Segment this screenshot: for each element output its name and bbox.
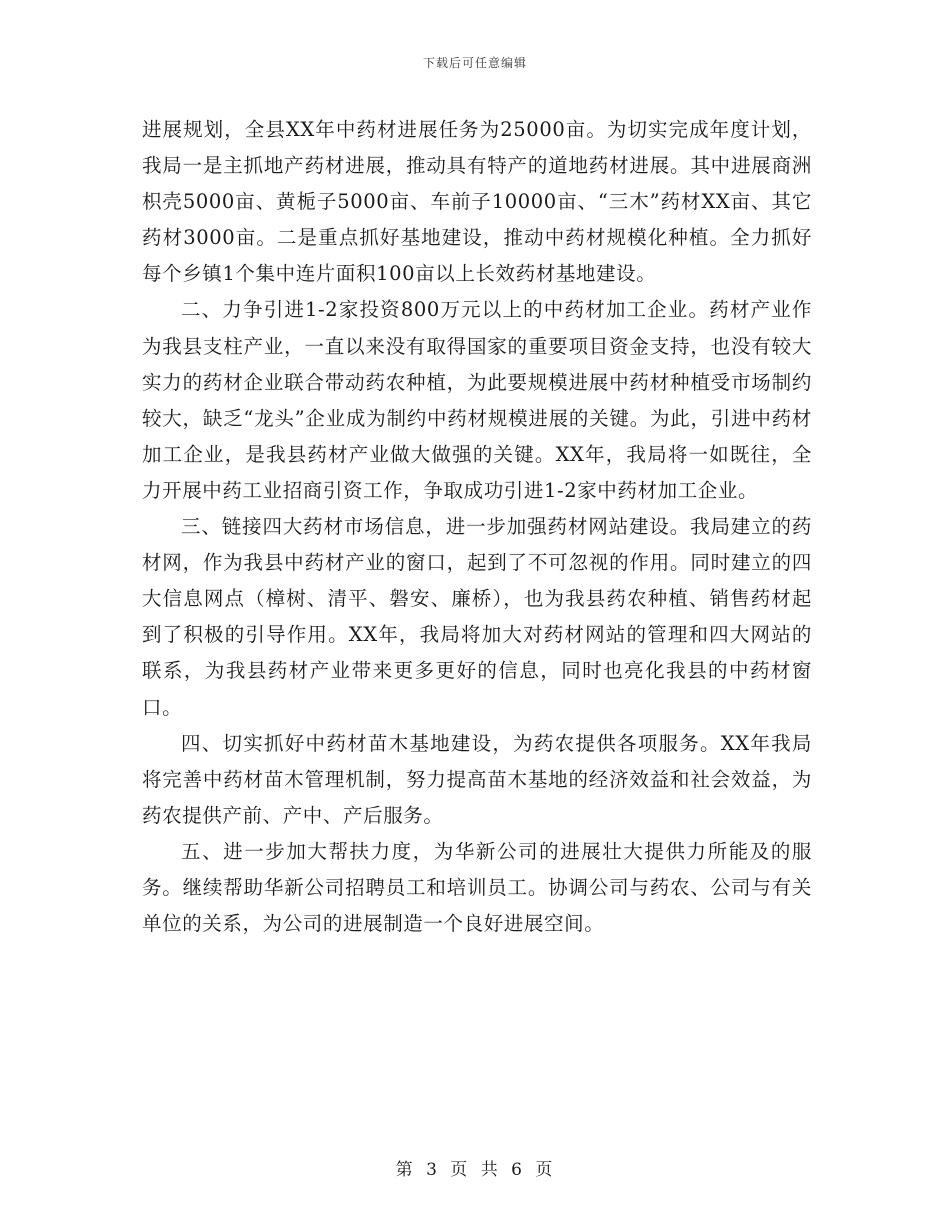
footer-total-word: 共 bbox=[480, 1160, 500, 1180]
footer-prefix: 第 bbox=[395, 1160, 415, 1180]
paragraph-item-3: 三、链接四大药材市场信息，进一步加强药材网站建设。我局建立的药材网，作为我县中药材产业的窗口，起到了不可忽视的作用。同时建立的四大信息网点（樟树、清平、磐安、廉桥），也为我县药农种植、销售药材起到了积极的引导作用。XX年，我局将加大对药材网站的管理和四大网站的联系，为我县药材产业带来更多更好的信息，同时也亮化我县的中药材窗口。 bbox=[142, 515, 812, 719]
page-footer bbox=[0, 1155, 950, 1180]
header-note: 下载后可任意编辑 bbox=[422, 56, 527, 70]
body-text bbox=[142, 112, 812, 942]
paragraph-item-5: 五、进一步加大帮扶力度，为华新公司的进展壮大提供力所能及的服务。继续帮助华新公司招聘员工和培训员工。协调公司与药农、公司与有关单位的关系，为公司的进展制造一个良好进展空间。 bbox=[142, 839, 812, 936]
paragraph-item-4: 四、切实抓好中药材苗木基地建设，为药农提供各项服务。XX年我局将完善中药材苗木管理机制，努力提高苗木基地的经济效益和社会效益，为药农提供产前、产中、产后服务。 bbox=[142, 731, 812, 827]
footer-total-pages: 6 bbox=[511, 1160, 524, 1180]
paragraph-item-2: 二、力争引进1-2家投资800万元以上的中药材加工企业。药材产业作为我县支柱产业，一直以来没有取得国家的重要项目资金支持，也没有较大实力的药材企业联合带动药农种植，为此要规模进展中药材种植受市场制约较大，缺乏“龙头”企业成为制约中药材规模进展的关键。为此，引进中药材加工企业，是我县药材产业做大做强的关键。XX年，我局将一如既往，全力开展中药工业招商引资工作，争取成功引进1-2家中药材加工企业。 bbox=[142, 298, 812, 502]
footer-page-word: 页 bbox=[450, 1160, 470, 1180]
paragraph-continuation: 进展规划，全县XX年中药材进展任务为25000亩。为切实完成年度计划，我局一是主抓地产药材进展，推动具有特产的道地药材进展。其中进展商洲枳壳5000亩、黄栀子5000亩、车前子10000亩、“三木”药材XX亩、其它药材3000亩。二是重点抓好基地建设，推动中药材规模化种植。全力抓好每个乡镇1个集中连片面积100亩以上长效药材基地建设。 bbox=[142, 118, 812, 286]
footer-current-page: 3 bbox=[426, 1160, 439, 1180]
footer-suffix: 页 bbox=[535, 1160, 555, 1180]
